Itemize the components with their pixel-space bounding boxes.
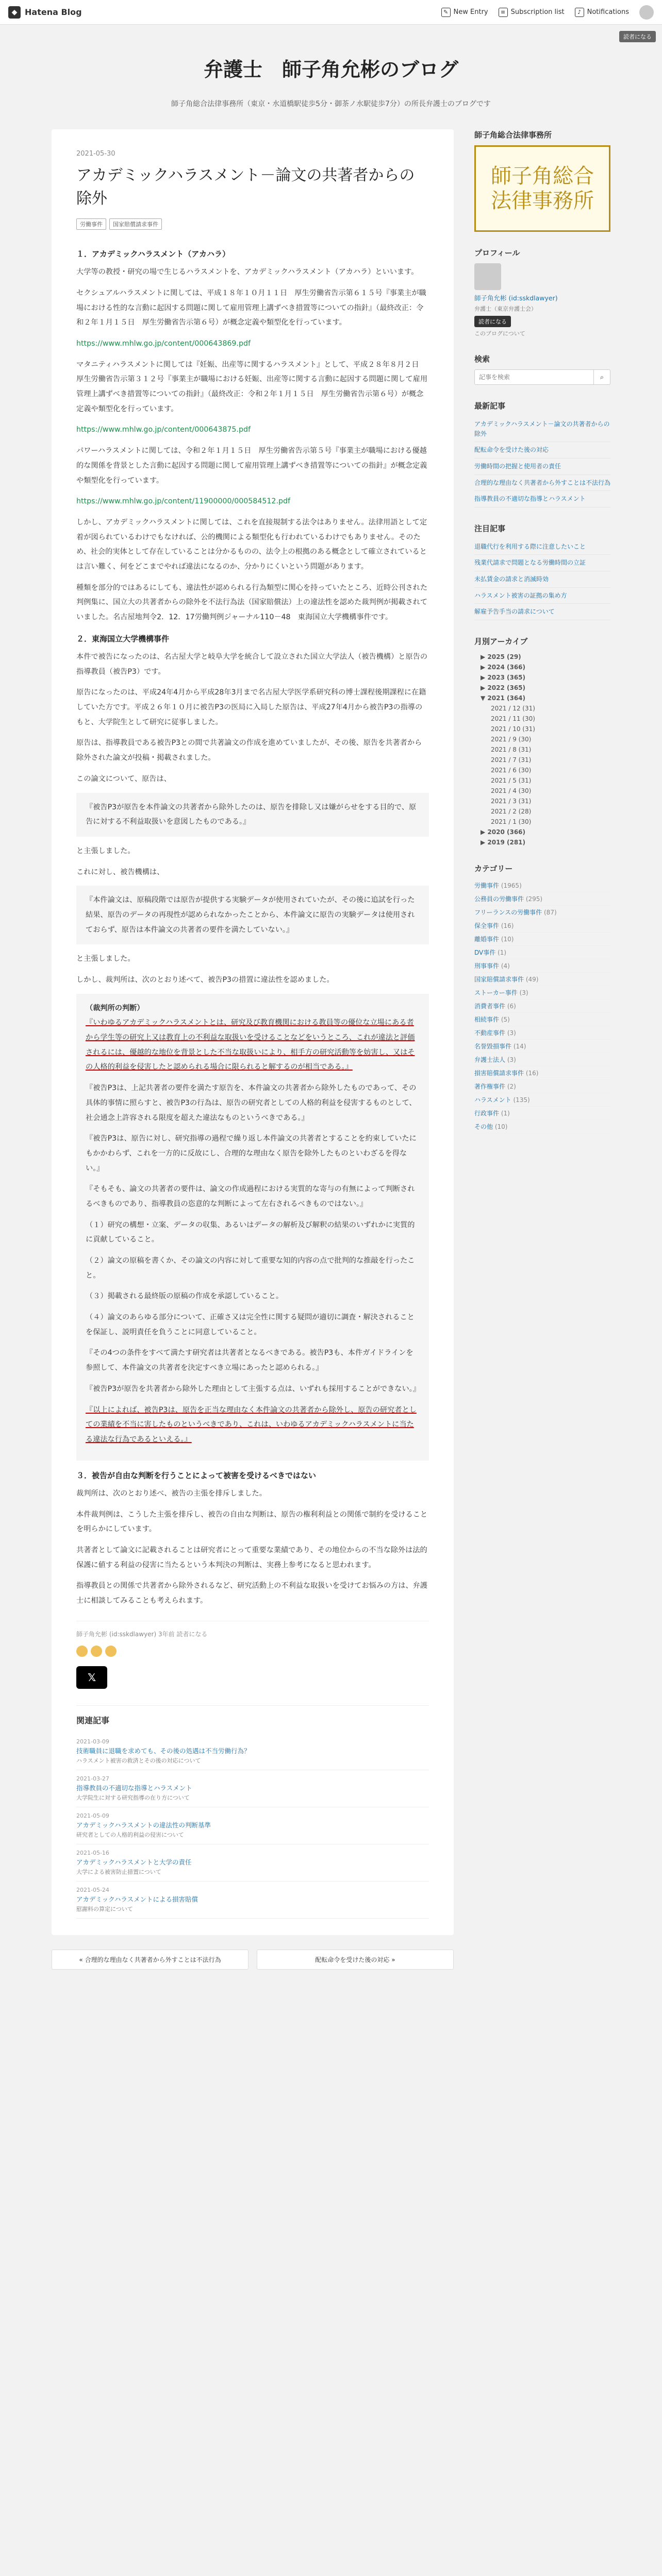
category-name: 公務員の労働事件 [474, 895, 524, 903]
recent-heading: 最新記事 [474, 401, 506, 411]
profile-heading: プロフィール [474, 248, 520, 258]
archive-month[interactable]: 2021 / 12 (31) [491, 704, 535, 712]
star-icon[interactable] [91, 1646, 102, 1657]
category-name: フリーランスの労働事件 [474, 908, 542, 916]
profile-module [474, 247, 610, 338]
avatar[interactable] [639, 5, 654, 20]
article [52, 129, 454, 1935]
category-item[interactable] [474, 933, 610, 946]
source-link[interactable]: https://www.mhlw.go.jp/content/000643875.pdf [76, 426, 251, 434]
related-item[interactable] [76, 1882, 429, 1919]
ruling-paragraph: 『被告P3が原告を共著者から除外した理由として主張する点は、いずれも採用することができない。』 [86, 1384, 420, 1393]
blog-description: 師子角総合法律事務所（東京・水道橋駅徒歩5分・御茶ノ水駅徒歩7分）の所長弁護士のブログです [171, 100, 491, 108]
paragraph: 共著者として論文に記載されることは研究者にとって重要な業績であり、その地位からの不当な除外は法的保護に値する利益の侵害に当たるという本判決の判断は、実務上参考になると思われます。 [76, 1546, 427, 1569]
category-count: (1) [498, 948, 507, 956]
source-link[interactable]: https://www.mhlw.go.jp/content/000643869.pdf [76, 340, 251, 348]
related-date: 2021-05-16 [76, 1849, 109, 1856]
star-icon[interactable] [105, 1646, 117, 1657]
archive-month[interactable]: 2021 / 6 (30) [491, 766, 532, 774]
featured-entry[interactable]: 解雇予告手当の請求について [474, 604, 610, 620]
quote: 『本件論文は、原稿段階では原告が提供する実験データが使用されていたが、その後に追試を行った結果、原告のデータの再現性が認められなかったことから、本件論文に原告の実験データは使用されておらず、原告は本件論文の共著者の要件を満たしていない。』 [76, 886, 429, 944]
related-item[interactable] [76, 1733, 429, 1770]
category-tag[interactable]: 国家賠償請求事件 [109, 218, 162, 230]
new-entry-link[interactable] [441, 8, 488, 17]
category-count: (6) [507, 1002, 516, 1010]
category-name: 弁護士法人 [474, 1056, 506, 1063]
related-title[interactable]: アカデミックハラスメントによる損害賠償 [76, 1895, 198, 1903]
top-bar [0, 0, 662, 25]
related-item[interactable] [76, 1770, 429, 1807]
category-name: 保全事件 [474, 922, 500, 929]
paragraph: セクシュアルハラスメントに関しては、平成１８年１０月１１日 厚生労働省告示第６１５号『事業主が職場における性的な言動に起因する問題に関して雇用管理上講ずべき措置等についての指針』（最終改正：令和２年１月１５日 厚生労働省告示第６号）が概念定義や類型化を行っています。 [76, 289, 426, 327]
paragraph: 本件で被告になったのは、名古屋大学と岐阜大学を統合して設立された国立大学法人（被告機構）と原告の指導教員（被告P3）です。 [76, 653, 428, 676]
category-name: DV事件 [474, 948, 496, 956]
featured-heading: 注目記事 [474, 523, 506, 533]
category-count: (10) [494, 1123, 508, 1130]
category-count: (14) [513, 1042, 526, 1050]
category-count: (1965) [501, 882, 522, 889]
category-name: 不動産事件 [474, 1029, 506, 1037]
paragraph: と主張しました。 [76, 955, 135, 963]
ruling-quote [76, 994, 429, 1461]
article-date[interactable]: 2021-05-30 [76, 150, 115, 158]
category-item[interactable] [474, 879, 610, 892]
blog-title[interactable]: 弁護士 師子角允彬のブログ [203, 58, 458, 81]
category-count: (3) [507, 1029, 516, 1037]
category-item[interactable] [474, 919, 610, 933]
office-logo[interactable]: 師子角総合 法律事務所 [474, 145, 610, 232]
top-actions [441, 5, 654, 20]
paragraph: パワーハラスメントに関しては、令和２年１月１５日 厚生労働省告示第５号『事業主が職場における優越的な関係を背景とした言動に起因する問題に関して雇用管理上講ずべき措置等についての指針』が概念定義や類型化を行っています。 [76, 447, 427, 485]
related-date: 2021-03-27 [76, 1775, 109, 1782]
category-tag[interactable]: 労働事件 [76, 218, 106, 230]
profile-description: 弁護士（東京弁護士会） [474, 306, 537, 312]
article-title[interactable]: アカデミックハラスメント－論文の共著者からの除外 [76, 166, 415, 208]
paragraph: マタニティハラスメントに関しては『妊娠、出産等に関するハラスメント』として、平成２８年８月２日 厚生労働省告示第３１２号『事業主が職場における妊娠、出産等に関する言動に起因する問題に関して雇用管理上講ずべき措置等についての指針』（最終改正：令和２年１月１５日 厚生労働省告示第６号）が概念定義や類型化を行っています。 [76, 360, 428, 413]
archive-month[interactable]: 2021 / 7 (31) [491, 756, 532, 764]
paragraph: 原告は、指導教員である被告P3との間で共著論文の作成を進めていましたが、その後、原告を共著者から除外された論文が投稿・掲載されました。 [76, 739, 422, 762]
pager [52, 1950, 454, 1970]
archive-month[interactable]: 2021 / 2 (28) [491, 807, 532, 815]
related-snippet: 慰謝料の算定について [76, 1905, 133, 1912]
category-item[interactable] [474, 1026, 610, 1040]
guideline-item: （１）研究の構想・立案、データの収集、あるいはデータの解析及び解釈の結果のいずれかに実質的に貢献していること。 [86, 1221, 415, 1244]
profile-avatar[interactable] [474, 263, 501, 290]
recent-entry[interactable]: アカデミックハラスメント－論文の共著者からの除外 [474, 416, 610, 442]
archive-year[interactable]: ▶ 2020 (366) [481, 828, 525, 836]
section-heading: ３．被告が自由な判断を行うことによって被害を受けるべきではない [76, 1470, 317, 1480]
category-name: 離婚事件 [474, 935, 500, 943]
sidebar [474, 129, 610, 1149]
category-item[interactable] [474, 892, 610, 906]
profile-name[interactable]: 師子角允彬 (id:sskdlawyer) [474, 294, 558, 302]
archive-heading: 月別アーカイブ [474, 636, 528, 646]
related-title[interactable]: 技術職員に退職を求めても、その後の処遇は不当労働行為？ [76, 1747, 251, 1755]
ruling-intro: 『いわゆるアカデミックハラスメントとは、研究及び教育機関における教員等の優位な立場にある者から学生等の研究上又は教育上の不利益な取扱いを受けることなどをいうところ、これが違法と評価されるには、優越的な地位を背景とした不当な取扱いにより、相手方の研究活動等を妨害し、又はその人格的利益を侵害したと認められる場合に限られると解するのが相当である。』 [86, 1019, 415, 1072]
subscription-label: Subscription list [510, 8, 565, 16]
paragraph: これに対し、被告機構は、 [76, 868, 164, 876]
star-list [76, 1646, 429, 1657]
category-count: (4) [501, 962, 510, 970]
archive-year[interactable]: ▼ 2021 (364) [481, 694, 525, 702]
archive-month[interactable]: 2021 / 11 (30) [491, 715, 535, 722]
category-name: その他 [474, 1123, 493, 1130]
paragraph: 大学等の教授・研究の場で生じるハラスメントを、アカデミックハラスメント（アカハラ）といいます。 [76, 268, 419, 277]
category-item[interactable] [474, 906, 610, 919]
paragraph: しかし、裁判所は、次のとおり述べて、被告P3の措置に違法性を認めました。 [76, 976, 334, 985]
featured-module [474, 523, 610, 620]
category-count: (10) [501, 935, 514, 943]
ruling-paragraph: 『被告P3は、上記共著者の要件を満たす原告を、本件論文の共著者から除外したものであって、その具体的事情に照らすと、被告P3の行為は、原告の研究者としての人格的利益を侵害するものとして、社会通念上許容される限度を超えた違法なものというべきである。』 [86, 1084, 417, 1122]
x-share-icon[interactable]: 𝕏 [76, 1666, 107, 1689]
ruling-label: （裁判所の判断） [86, 1004, 144, 1012]
page-layout [52, 129, 610, 1970]
source-link[interactable]: https://www.mhlw.go.jp/content/11900000/000584512.pdf [76, 497, 290, 506]
follow-button[interactable]: 読者になる [474, 316, 511, 327]
featured-entry[interactable]: 退職代行を利用する際に注意したいこと [474, 539, 610, 555]
search-form [474, 369, 610, 385]
star-icon[interactable] [76, 1646, 88, 1657]
related-snippet: 大学による被害防止措置について [76, 1868, 161, 1875]
share-buttons [76, 1666, 429, 1689]
category-name: 相続事件 [474, 1015, 500, 1023]
archive-year[interactable]: ▶ 2022 (365) [481, 684, 525, 691]
category-name: ハラスメント [474, 1096, 511, 1104]
category-count: (2) [507, 1082, 516, 1090]
subscription-link[interactable] [499, 8, 565, 17]
category-item[interactable] [474, 1107, 610, 1120]
archive-month[interactable]: 2021 / 3 (31) [491, 797, 532, 805]
ruling-paragraph: 『被告P3は、原告に対し、研究指導の過程で繰り返し本件論文の共著者とすることを約束していたにもかかわらず、これを一方的に反故にし、合理的な理由なく原告を除外したものといわざるを得ない。』 [86, 1134, 417, 1173]
related-snippet: ハラスメント被害の救済とその後の対応について [76, 1757, 201, 1764]
about-link[interactable]: このブログについて [474, 330, 525, 337]
office-module [474, 129, 610, 232]
related-snippet: 研究者としての人格的利益の侵害について [76, 1831, 184, 1838]
category-heading: カテゴリー [474, 863, 513, 873]
featured-entry[interactable]: ハラスメント被害の証拠の集め方 [474, 588, 610, 604]
related-item[interactable] [76, 1844, 429, 1882]
pencil-icon: ✎ [441, 8, 451, 17]
search-input[interactable] [474, 369, 594, 385]
list-icon: ≡ [499, 8, 508, 17]
guideline-item: （３）掲載される最終版の原稿の作成を承認していること。 [86, 1292, 284, 1301]
featured-entry[interactable]: 未払賃金の請求と消滅時効 [474, 571, 610, 588]
category-item[interactable] [474, 1040, 610, 1053]
category-count: (3) [519, 989, 528, 996]
category-name: 損害賠償請求事件 [474, 1069, 524, 1077]
category-item[interactable] [474, 999, 610, 1013]
ruling-paragraph: 『そもそも、論文の共著者の要件は、論文の作成過程における実質的な寄与の有無によって判断されるべきものであり、指導教員の恣意的な判断によって左右されるべきものではない。』 [86, 1185, 415, 1208]
prev-entry-link[interactable]: « 合理的な理由なく共著者から外すことは不法行為 [52, 1950, 249, 1970]
notifications-label: Notifications [587, 8, 629, 16]
ruling-paragraph: 『その4つの条件をすべて満たす研究者は共著者となるべきである。被告P3も、本件ガイドラインを参照して、本件論文の共著者を決定すべき立場にあったと認められる。』 [86, 1349, 413, 1372]
category-name: 著作権事件 [474, 1082, 506, 1090]
related-date: 2021-03-09 [76, 1738, 109, 1745]
category-count: (5) [501, 1015, 510, 1023]
entry-footer [76, 1621, 429, 1689]
related-title[interactable]: アカデミックハラスメントの違法性の判断基準 [76, 1821, 211, 1829]
recent-entry[interactable]: 合理的な理由なく共著者から外すことは不法行為 [474, 475, 610, 492]
related-entries [76, 1705, 429, 1919]
search-module [474, 353, 610, 385]
new-entry-label: New Entry [453, 8, 488, 16]
category-name: 国家賠償請求事件 [474, 975, 524, 983]
archive-month[interactable]: 2021 / 8 (31) [491, 745, 532, 753]
office-heading: 師子角総合法律事務所 [474, 130, 552, 140]
category-tags [76, 218, 429, 230]
category-count: (16) [501, 922, 514, 929]
author-line[interactable]: 師子角允彬 (id:sskdlawyer) 3年前 読者になる [76, 1630, 208, 1638]
category-item[interactable] [474, 1120, 610, 1133]
search-heading: 検索 [474, 354, 490, 364]
recent-entry[interactable]: 配転命令を受けた後の対応 [474, 442, 610, 459]
related-date: 2021-05-09 [76, 1812, 109, 1819]
featured-entry[interactable]: 残業代請求で問題となる労働時間の立証 [474, 555, 610, 571]
archive-year[interactable]: ▶ 2025 (29) [481, 653, 521, 660]
category-module [474, 863, 610, 1133]
related-title[interactable]: アカデミックハラスメントと大学の責任 [76, 1858, 192, 1866]
category-item[interactable] [474, 986, 610, 999]
paragraph: しかし、アカデミックハラスメントに関しては、これを直接規制する法令はありません。法律用語として定着が図られているわけでもなければ、公的機関による類型化も行われているわけでもありません。そのため、社会的実体として存在していることは分かるものの、法令上の根拠のある概念として確立されているとは言い難く、何をどこまでやれば違法になるのか、分かりにくいという問題があります。 [76, 518, 427, 571]
bell-icon: ♪ [575, 8, 584, 17]
category-name: 労働事件 [474, 882, 500, 889]
article-body [76, 246, 429, 1608]
paragraph: 裁判所は、次のとおり述べ、被告の主張を排斥しました。 [76, 1489, 267, 1498]
archive-year[interactable]: ▶ 2023 (365) [481, 673, 525, 681]
brand-label: Hatena Blog [25, 7, 82, 17]
main-column [52, 129, 454, 1970]
recent-entry[interactable]: 指導教員の不適切な指導とハラスメント [474, 491, 610, 507]
category-item[interactable] [474, 1053, 610, 1066]
category-count: (295) [525, 895, 543, 903]
category-name: 行政事件 [474, 1109, 500, 1117]
paragraph: 原告になったのは、平成24年4月から平成28年3月まで名古屋大学医学系研究科の博士課程後期課程に在籍していた方です。平成２６年１０月に被告P3の医局に入局した原告は、平成27年4月から被告P3の指導のもと、大学院生として研究に従事しました。 [76, 688, 426, 726]
guideline-item: （４）論文のあらゆる部分について、正確さ又は完全性に関する疑問が適切に調査・解決されることを保証し、説明責任を負うことに同意していること。 [86, 1313, 415, 1336]
category-count: (3) [507, 1056, 516, 1063]
blog-header [0, 25, 662, 129]
archive-year[interactable]: ▶ 2024 (366) [481, 663, 525, 671]
category-name: 消費者事件 [474, 1002, 506, 1010]
category-count: (16) [525, 1069, 539, 1077]
ruling-highlight: 『以上によれば、被告P3は、原告を正当な理由なく本件論文の共著者から除外し、原告の研究者としての業績を不当に害したものというべきであり、これは、いわゆるアカデミックハラスメントに当たる違法な行為であるといえる。』 [86, 1405, 417, 1444]
category-count: (135) [513, 1096, 530, 1104]
related-item[interactable] [76, 1807, 429, 1844]
related-title[interactable]: 指導教員の不適切な指導とハラスメント [76, 1784, 192, 1792]
archive-month[interactable]: 2021 / 9 (30) [491, 735, 532, 743]
related-heading: 関連記事 [76, 1715, 110, 1725]
category-item[interactable] [474, 946, 610, 959]
category-count: (49) [525, 975, 539, 983]
recent-entry[interactable]: 労働時間の把握と使用者の責任 [474, 459, 610, 475]
paragraph: と主張しました。 [76, 846, 135, 855]
category-name: ストーカー事件 [474, 989, 518, 996]
archive-year[interactable]: ▶ 2019 (281) [481, 838, 525, 846]
hatena-icon: ◆ [8, 6, 21, 19]
recent-module [474, 400, 610, 507]
search-icon[interactable]: ⌕ [594, 369, 610, 385]
paragraph: 指導教員との関係で共著者から除外されるなど、研究活動上の不利益な取扱いを受けてお悩みの方は、弁護士に相談してみることも考えられます。 [76, 1582, 428, 1605]
category-item[interactable] [474, 973, 610, 986]
category-item[interactable] [474, 1013, 610, 1026]
category-item[interactable] [474, 1093, 610, 1107]
category-item[interactable] [474, 959, 610, 973]
paragraph: 本件裁判例は、こうした主張を排斥し、被告の自由な判断は、原告の権利利益との関係で制約を受けることを明らかにしています。 [76, 1510, 428, 1534]
archive-month[interactable]: 2021 / 10 (31) [491, 725, 535, 733]
reader-button[interactable]: 読者になる [619, 31, 656, 42]
archive-month[interactable]: 2021 / 5 (31) [491, 776, 532, 784]
category-name: 名誉毀損事件 [474, 1042, 512, 1050]
section-heading: ２．東海国立大学機構事件 [76, 634, 170, 643]
related-snippet: 大学院生に対する研究指導の在り方について [76, 1794, 190, 1801]
archive-month[interactable]: 2021 / 1 (30) [491, 818, 532, 825]
category-item[interactable] [474, 1066, 610, 1080]
quote: 『被告P3が原告を本件論文の共著者から除外したのは、原告を排除し又は嫌がらせをする目的で、原告に対する不利益取扱いを意図したものである。』 [76, 793, 429, 837]
section-heading: １．アカデミックハラスメント（アカハラ） [76, 249, 230, 259]
paragraph: 種類を部分的ではあるにしても、違法性が認められる行為類型に関心を持っていたところ、近時公刊された判例集に、国立大の共著者からの除外を不法行為法（国家賠償法）上の違法性を認めた裁判例が掲載されていました。名古屋地判令2．12．17労働判例ジャーナル110－48 東海国立大学機構事件です。 [76, 583, 428, 622]
guideline-item: （２）論文の原稿を書くか、その論文の内容に対して重要な知的内容の点で批判的な推敲を行ったこと。 [86, 1257, 415, 1280]
category-item[interactable] [474, 1080, 610, 1093]
category-count: (87) [544, 908, 557, 916]
notifications-link[interactable] [575, 8, 629, 17]
hatena-logo[interactable] [8, 6, 82, 19]
category-name: 刑事事件 [474, 962, 500, 970]
paragraph: この論文について、原告は、 [76, 774, 171, 783]
next-entry-link[interactable]: 配転命令を受けた後の対応 » [257, 1950, 454, 1970]
archive-module [474, 636, 610, 848]
category-count: (1) [501, 1109, 510, 1117]
archive-month[interactable]: 2021 / 4 (30) [491, 787, 532, 794]
related-date: 2021-05-24 [76, 1886, 109, 1893]
